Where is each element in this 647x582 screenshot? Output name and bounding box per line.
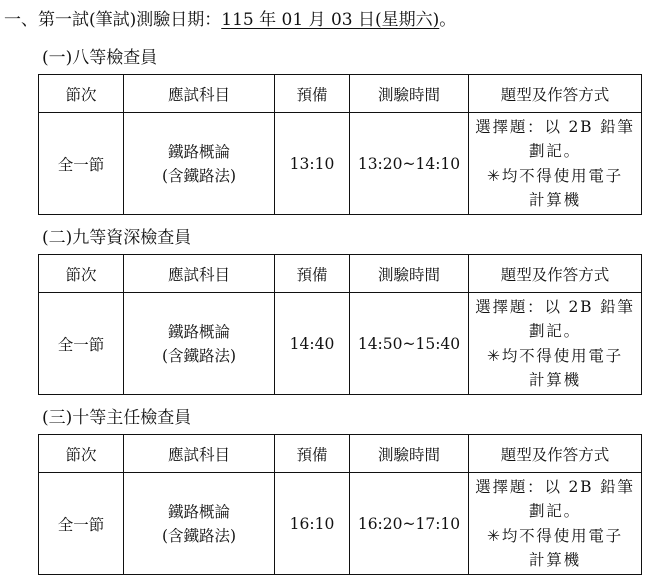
cell-session: 全一節 <box>39 473 124 575</box>
table-header-row <box>39 435 642 473</box>
format-line: ✳均不得使用電子 <box>487 346 623 365</box>
table-header-row <box>39 75 642 113</box>
format-line: 計算機 <box>529 371 581 389</box>
exam-date-heading <box>4 8 456 32</box>
format-line: 計算機 <box>529 191 581 209</box>
format-line: ✳均不得使用電子 <box>487 166 623 185</box>
subject-name: 鐵路概論 <box>167 142 230 161</box>
header-session: 節次 <box>39 435 124 473</box>
section-title-grade-10: (三)十等主任檢查員 <box>42 408 192 428</box>
format-line: ✳均不得使用電子 <box>487 526 623 545</box>
header-time: 測驗時間 <box>350 435 469 473</box>
subject-note: (含鐵路法) <box>161 526 237 545</box>
subject-note: (含鐵路法) <box>161 346 237 365</box>
table-row <box>39 113 642 215</box>
cell-subject <box>124 293 275 395</box>
schedule-table-grade-8 <box>38 74 642 215</box>
header-prep: 預備 <box>275 435 350 473</box>
table-header-row <box>39 255 642 293</box>
format-line: 劃記。 <box>529 142 581 160</box>
format-line: 選擇題：以 2B 鉛筆 <box>475 117 635 136</box>
heading-prefix: 一、第一試(筆試)測驗日期： <box>4 10 222 30</box>
header-format: 題型及作答方式 <box>469 75 642 113</box>
header-prep: 預備 <box>275 75 350 113</box>
format-line: 選擇題：以 2B 鉛筆 <box>475 297 635 316</box>
header-session: 節次 <box>39 75 124 113</box>
cell-subject <box>124 113 275 215</box>
schedule-table-grade-9 <box>38 254 642 395</box>
format-line: 選擇題：以 2B 鉛筆 <box>475 477 635 496</box>
table-row <box>39 473 642 575</box>
format-line: 計算機 <box>529 551 581 569</box>
subject-name: 鐵路概論 <box>167 502 230 521</box>
subject-note: (含鐵路法) <box>161 166 237 185</box>
cell-format <box>469 293 642 395</box>
header-subject: 應試科目 <box>124 75 275 113</box>
cell-format <box>469 113 642 215</box>
header-subject: 應試科目 <box>124 435 275 473</box>
schedule-table-grade-10 <box>38 434 642 575</box>
cell-time: 14:50~15:40 <box>350 293 469 395</box>
cell-session: 全一節 <box>39 293 124 395</box>
header-prep: 預備 <box>275 255 350 293</box>
header-session: 節次 <box>39 255 124 293</box>
header-time: 測驗時間 <box>350 75 469 113</box>
format-line: 劃記。 <box>529 322 581 340</box>
cell-prep: 16:10 <box>275 473 350 575</box>
cell-subject <box>124 473 275 575</box>
cell-prep: 13:10 <box>275 113 350 215</box>
header-format: 題型及作答方式 <box>469 255 642 293</box>
section-title-grade-8: (一)八等檢查員 <box>42 48 158 68</box>
subject-name: 鐵路概論 <box>167 322 230 341</box>
cell-time: 16:20~17:10 <box>350 473 469 575</box>
cell-prep: 14:40 <box>275 293 350 395</box>
header-format: 題型及作答方式 <box>469 435 642 473</box>
cell-time: 13:20~14:10 <box>350 113 469 215</box>
header-subject: 應試科目 <box>124 255 275 293</box>
cell-session: 全一節 <box>39 113 124 215</box>
format-line: 劃記。 <box>529 502 581 520</box>
header-time: 測驗時間 <box>350 255 469 293</box>
table-row <box>39 293 642 395</box>
section-title-grade-9: (二)九等資深檢查員 <box>42 228 192 248</box>
heading-suffix: 。 <box>439 10 457 30</box>
exam-date: 115 年 01 月 03 日(星期六) <box>221 10 440 30</box>
cell-format <box>469 473 642 575</box>
